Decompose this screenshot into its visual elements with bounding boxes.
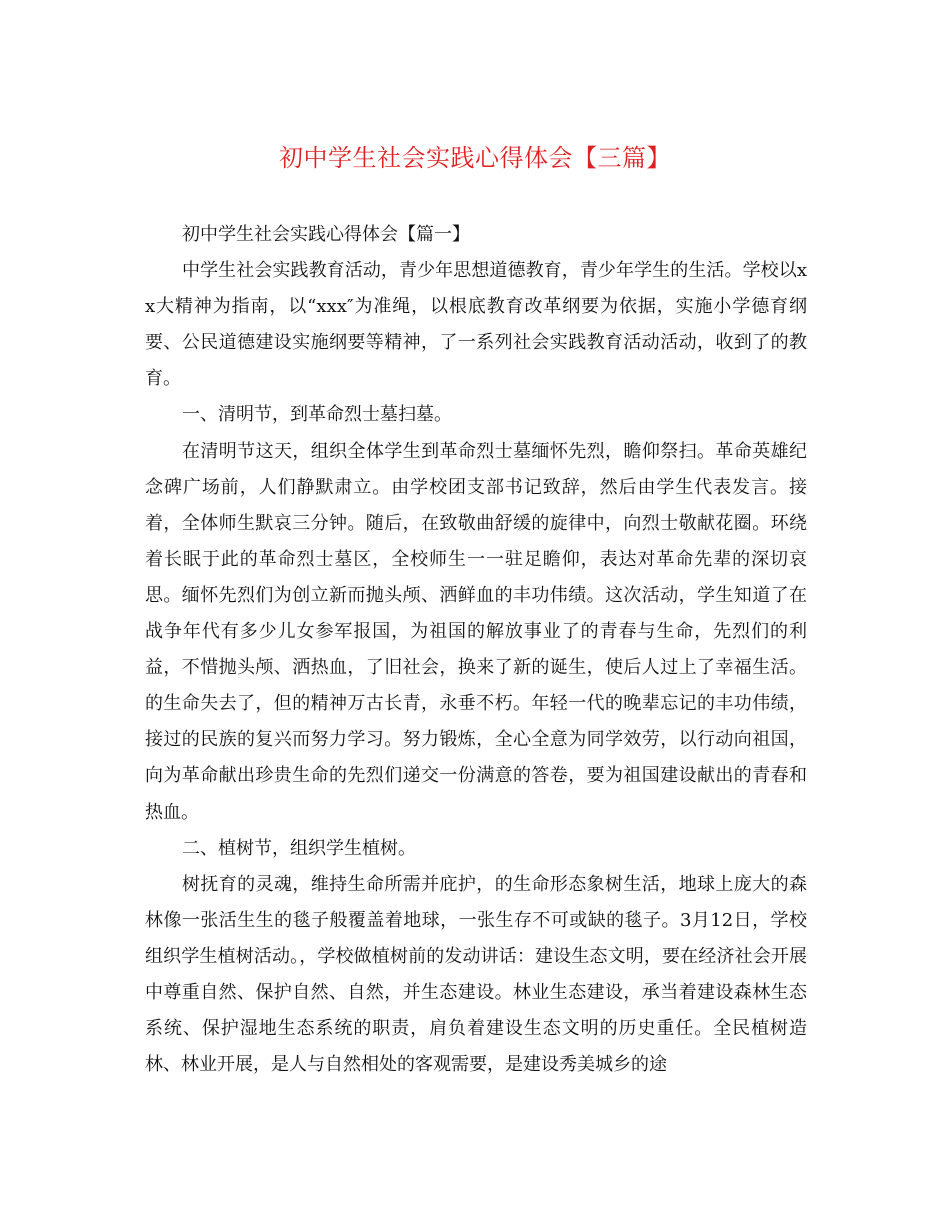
subheading-qingming: 一、清明节，到革命烈士墓扫墓。 <box>182 404 452 426</box>
subheading-arbor-day: 二、植树节，组织学生植树。 <box>182 837 416 859</box>
paragraph: 中学生社会实践教育活动，青少年思想道德教育，青少年学生的生活。学校以xx大精神为指南，以“xxx″为准绳，以根底教育改革纲要为依据，实施小学德育纲要、公民道德建设实施纲要等精神，了一系列社会实践教育活动活动，收到了的教育。 <box>145 260 807 390</box>
paragraph: 在清明节这天，组织全体学生到革命烈士墓缅怀先烈，瞻仰祭扫。革命英雄纪念碑广场前，人们静默肃立。由学校团支部书记致辞，然后由学生代表发言。接着，全体师生默哀三分钟。随后，在致敬曲舒缓的旋律中，向烈士敬献花圈。环绕着长眠于此的革命烈士墓区，全校师生一一驻足瞻仰，表达对革命先辈的深切哀思。缅怀先烈们为创立新而抛头颅、洒鲜血的丰功伟绩。这次活动，学生知道了在战争年代有多少儿女参军报国，为祖国的解放事业了的青春与生命，先烈们的利益，不惜抛头颅、洒热血，了旧社会，换来了新的诞生，使后人过上了幸福生活。的生命失去了，但的精神万古长青，永垂不朽。年轻一代的晚辈忘记的丰功伟绩，接过的民族的复兴而努力学习。努力锻炼，全心全意为同学效劳，以行动向祖国，向为革命献出珍贵生命的先烈们递交一份满意的答卷，要为祖国建设献出的青春和热血。 <box>145 440 807 823</box>
document-title: 初中学生社会实践心得体会【三篇】 <box>279 144 671 172</box>
section-heading-1: 初中学生社会实践心得体会【篇一】 <box>182 224 470 245</box>
paragraph: 树抚育的灵魂，维持生命所需并庇护，的生命形态象树生活，地球上庞大的森林像一张活生生的毯子般覆盖着地球，一张生存不可或缺的毯子。3月12日，学校组织学生植树活动。，学校做植树前的发动讲话：建设生态文明，要在经济社会开展中尊重自然、保护自然、自然，并生态建设。林业生态建设，承当着建设森林生态系统、保护湿地生态系统的职责，肩负着建设生态文明的历史重任。全民植树造林、林业开展，是人与自然相处的客观需要，是建设秀美城乡的途 <box>145 873 807 1076</box>
document-body <box>145 217 807 1083</box>
